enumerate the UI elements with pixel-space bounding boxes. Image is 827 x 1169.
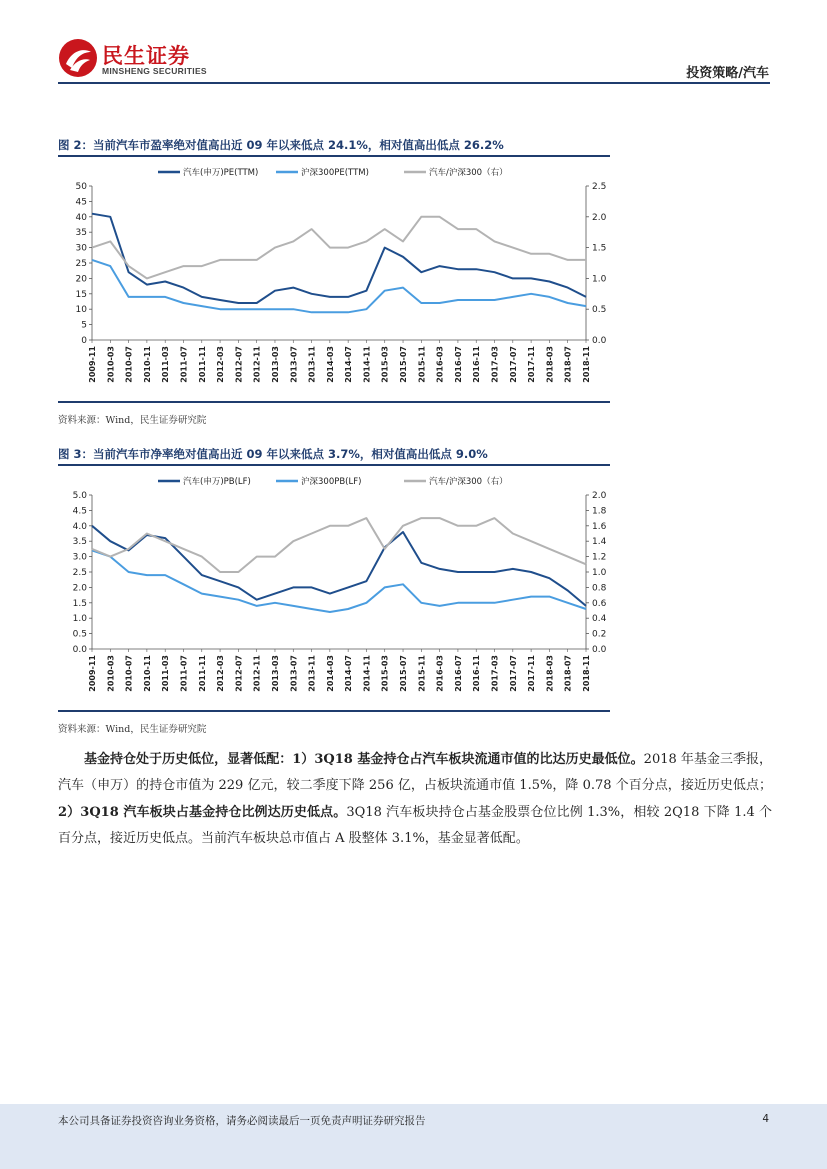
y-tick-label-left: 4.0 [72,521,87,532]
y-tick-label-left: 0.0 [72,645,87,655]
y-tick-label-left: 5.0 [72,491,87,501]
x-tick-label: 2014-07 [344,346,354,383]
x-tick-label: 2014-11 [362,346,372,383]
x-tick-label: 2010-11 [142,655,152,692]
y-tick-label-left: 40 [75,212,87,223]
figure-3-title: 图 3：当前汽车市净率绝对值高出近 09 年以来低点 3.7%，相对值高出低点 9.0% [58,447,488,461]
x-tick-label: 2012-07 [234,655,244,692]
series-line [92,260,586,312]
x-tick-label: 2018-11 [582,346,591,383]
x-tick-label: 2013-03 [270,655,280,692]
x-tick-label: 2018-03 [545,346,555,383]
y-tick-label-left: 1.5 [72,598,87,609]
x-tick-label: 2016-11 [472,346,482,383]
y-tick-label-left: 35 [75,228,87,239]
y-tick-label-right: 0.0 [592,336,607,346]
x-tick-label: 2010-03 [106,655,116,692]
y-tick-label-left: 30 [75,243,87,254]
body-paragraph [58,747,772,853]
series-line [92,550,586,612]
y-tick-label-left: 4.5 [72,506,87,517]
minsheng-logo-icon [58,38,98,78]
x-tick-label: 2011-03 [161,655,171,692]
x-tick-label: 2014-11 [362,655,372,692]
x-tick-label: 2015-03 [380,346,390,383]
y-tick-label-left: 0 [81,336,87,346]
para-text-2: 3Q18 汽车板块持仓占基金股票仓位比例 1.3%，相较 2Q18 下降 1.4 个百分点，接近历史低点。当前汽车板块总市值占 A 股整体 3.1%，基金显著低配。 [58,804,772,847]
series-line [92,518,586,572]
y-tick-label-left: 15 [75,289,87,300]
y-tick-label-right: 0.0 [592,645,607,655]
y-tick-label-left: 50 [75,182,87,192]
x-tick-label: 2012-07 [234,346,244,383]
y-tick-label-right: 1.6 [592,521,607,532]
x-tick-label: 2015-07 [399,346,409,383]
x-tick-label: 2016-07 [453,346,463,383]
y-tick-label-right: 1.4 [592,537,607,548]
x-tick-label: 2014-03 [325,346,335,383]
y-tick-label-right: 0.6 [592,598,607,609]
x-tick-label: 2017-07 [508,346,518,383]
legend-label: 汽车(申万)PE(TTM) [183,168,259,178]
footer-disclaimer: 本公司具备证券投资咨询业务资格，请务必阅读最后一页免责声明证券研究报告 [58,1115,426,1127]
y-tick-label-left: 0.5 [72,629,87,640]
figure-3-chart [58,469,610,709]
x-tick-label: 2011-11 [197,346,207,383]
para-bold-2: 2）3Q18 汽车板块占基金持仓比例达历史低点。 [58,804,347,820]
x-tick-label: 2017-07 [508,655,518,692]
figure-3-top-rule [58,464,610,466]
y-tick-label-right: 0.2 [592,629,607,640]
y-tick-label-right: 2.5 [592,182,607,192]
x-tick-label: 2015-11 [417,346,427,383]
x-tick-label: 2018-07 [563,346,573,383]
section-label: 投资策略/汽车 [686,66,769,81]
y-tick-label-right: 1.8 [592,506,607,517]
x-tick-label: 2010-07 [124,346,134,383]
x-tick-label: 2015-03 [380,655,390,692]
y-tick-label-right: 1.0 [592,568,607,578]
y-tick-label-left: 2.0 [72,583,87,594]
y-tick-label-right: 0.8 [592,583,607,594]
legend-label: 沪深300PB(LF) [301,477,362,487]
y-tick-label-left: 25 [75,259,87,269]
figure-2-source: 资料来源：Wind，民生证券研究院 [58,415,207,426]
y-tick-label-right: 1.0 [592,274,607,285]
x-tick-label: 2013-11 [307,655,317,692]
page-number: 4 [762,1113,769,1125]
x-tick-label: 2013-07 [289,655,299,692]
series-line [92,526,586,606]
x-tick-label: 2012-03 [216,346,226,383]
x-tick-label: 2013-03 [270,346,280,383]
header-divider [58,82,770,84]
x-tick-label: 2017-03 [490,655,500,692]
y-tick-label-left: 2.5 [72,568,87,578]
x-tick-label: 2012-03 [216,655,226,692]
x-tick-label: 2016-03 [435,346,445,383]
logo-en: MINSHENG SECURITIES [102,66,207,76]
legend-label: 汽车(申万)PB(LF) [183,477,251,487]
figure-3-source: 资料来源：Wind，民生证券研究院 [58,724,207,735]
x-tick-label: 2016-11 [472,655,482,692]
x-tick-label: 2009-11 [88,346,97,383]
x-tick-label: 2011-11 [197,655,207,692]
x-tick-label: 2015-11 [417,655,427,692]
x-tick-label: 2016-07 [453,655,463,692]
y-tick-label-left: 20 [75,274,87,285]
x-tick-label: 2010-11 [142,346,152,383]
figure-2-top-rule [58,155,610,157]
x-tick-label: 2018-03 [545,655,555,692]
x-tick-label: 2017-03 [490,346,500,383]
legend-label: 汽车/沪深300（右） [429,477,508,487]
x-tick-label: 2015-07 [399,655,409,692]
y-tick-label-right: 2.0 [592,212,607,223]
y-tick-label-left: 1.0 [72,614,87,625]
figure-3-bottom-rule [58,710,610,712]
y-tick-label-right: 1.5 [592,243,607,254]
y-tick-label-right: 0.4 [592,614,607,625]
figure-2-bottom-rule [58,401,610,403]
para-text-1: 2018 年基金三季报，汽车（申万）的持仓市值为 229 亿元，较二季度下降 256 亿，占板块流通市值 1.5%，降 0.78 个百分点，接近历史低点； [58,752,772,794]
x-tick-label: 2013-11 [307,346,317,383]
para-bold-1: 基金持仓处于历史低位，显著低配：1）3Q18 基金持仓占汽车板块流通市值的比达历史最低位。 [84,752,644,767]
figure-2-title: 图 2：当前汽车市盈率绝对值高出近 09 年以来低点 24.1%，相对值高出低点 26.2% [58,138,504,152]
series-line [92,217,586,279]
y-tick-label-right: 1.2 [592,552,607,563]
legend-label: 汽车/沪深300（右） [429,168,508,178]
x-tick-label: 2011-03 [161,346,171,383]
legend-label: 沪深300PE(TTM) [301,168,369,178]
x-tick-label: 2018-07 [563,655,573,692]
figure-2-chart [58,160,610,400]
y-tick-label-right: 0.5 [592,305,607,316]
x-tick-label: 2011-07 [179,346,189,383]
x-tick-label: 2014-03 [325,655,335,692]
x-tick-label: 2012-11 [252,346,262,383]
company-logo [58,38,218,80]
y-tick-label-left: 10 [75,305,87,316]
y-tick-label-left: 3.5 [72,537,87,548]
y-tick-label-left: 45 [75,197,87,208]
series-line [92,214,586,303]
x-tick-label: 2016-03 [435,655,445,692]
y-tick-label-left: 3.0 [72,552,87,563]
x-tick-label: 2009-11 [88,655,97,692]
x-tick-label: 2017-11 [527,655,537,692]
x-tick-label: 2013-07 [289,346,299,383]
x-tick-label: 2014-07 [344,655,354,692]
x-tick-label: 2010-03 [106,346,116,383]
x-tick-label: 2017-11 [527,346,537,383]
x-tick-label: 2011-07 [179,655,189,692]
y-tick-label-right: 2.0 [592,491,607,501]
x-tick-label: 2012-11 [252,655,262,692]
y-tick-label-left: 5 [81,320,87,331]
logo-cn: 民生证券 [102,44,190,68]
x-tick-label: 2010-07 [124,655,134,692]
x-tick-label: 2018-11 [582,655,591,692]
